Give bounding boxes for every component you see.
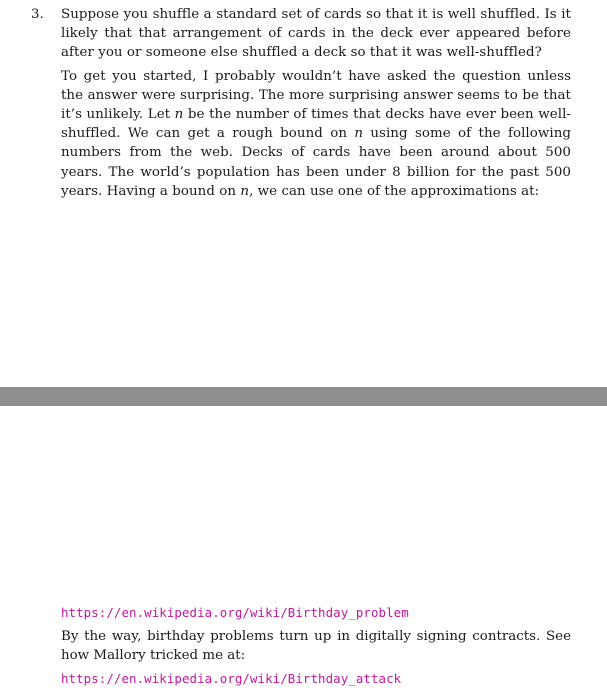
math-variable-n: n xyxy=(174,107,184,123)
math-variable-n: n xyxy=(240,183,250,199)
problem-number: 3. xyxy=(31,7,44,22)
bottom-content xyxy=(61,603,571,688)
paragraph-2-text-3: using some of the following numbers from the web. Decks of cards have been around about 500 years. The world’s population has been under 8 billion for the past 500 years. Having a bound on xyxy=(61,126,571,199)
birthday-attack-paragraph: By the way, birthday problems turn up in digitally signing contracts. See how Mallory tricked me at: xyxy=(61,629,571,664)
birthday-problem-link[interactable]: https://en.wikipedia.org/wiki/Birthday_problem xyxy=(61,605,409,620)
paragraph-2-text-2: be the number of times that decks have ever been well-shuffled. We can get a rough bound on xyxy=(61,107,571,142)
problem-paragraph-2 xyxy=(61,67,571,201)
paragraph-2-text-1: To get you started, I probably wouldn’t have asked the question unless the answer were surprising. The more surprising answer seems to be that it’s unlikely. Let xyxy=(61,68,571,123)
problem-paragraph-1: Suppose you shuffle a standard set of cards so that it is well shuffled. Is it likely that that arrangement of cards in the deck ever appeared before after you or someone else shuffled a deck so that it was well-shuffled? xyxy=(61,7,571,61)
page-bottom-section xyxy=(0,406,607,700)
paragraph-2-text-4: , we can use one of the approximations at: xyxy=(249,183,540,199)
birthday-attack-link[interactable]: https://en.wikipedia.org/wiki/Birthday_attack xyxy=(61,670,402,686)
math-variable-n: n xyxy=(354,126,364,142)
problem-3 xyxy=(31,5,571,201)
page-divider xyxy=(0,387,607,406)
